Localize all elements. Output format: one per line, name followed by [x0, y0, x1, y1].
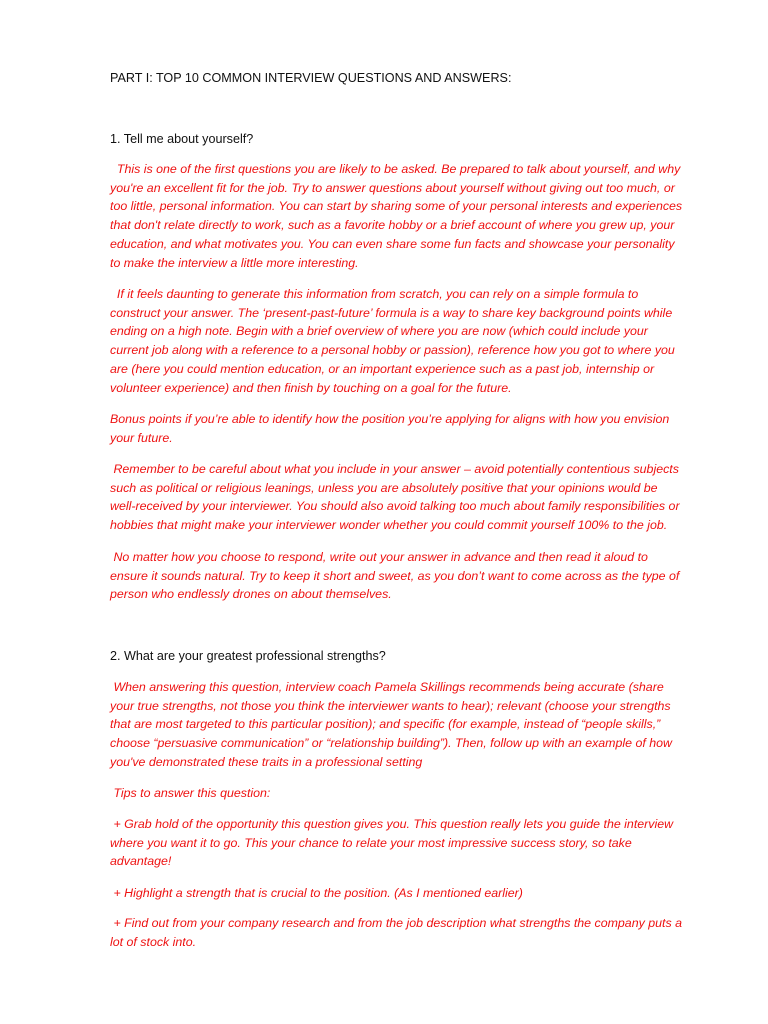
text-line: + Grab hold of the opportunity this question gives you. This question really lets you guide the interview — [110, 817, 674, 831]
text-line: that are most targeted to this particular position); and specific (for example, instead of “people skills,” — [110, 717, 661, 732]
question-1-paragraph-4 — [110, 460, 714, 535]
text-line: lot of stock into. — [110, 934, 197, 949]
question-1-paragraph-1 — [110, 160, 714, 272]
text-line: Tips to answer this question: — [110, 786, 271, 800]
text-line: your true strengths, not those you think the interviewer wants to hear); relevant (choose your strengths — [110, 698, 671, 713]
text-line: + Find out from your company research and from the job description what strengths the company puts a — [110, 916, 682, 930]
text-line: well-received by your interviewer. You should also avoid talking too much about family responsibilities or — [110, 499, 680, 514]
text-line: advantage! — [110, 854, 172, 869]
text-line: This is one of the first questions you are likely to be asked. Be prepared to talk about yourself, and why — [110, 162, 681, 176]
text-line: ensure it sounds natural. Try to keep it short and sweet, as you don’t want to come across as the type of — [110, 568, 680, 583]
text-line: choose “persuasive communication” or “relationship building”). Then, follow up with an example of how — [110, 736, 672, 751]
text-line: are (here you could mention education, or an important experience such as a past job, internship or — [110, 361, 655, 376]
text-line: If it feels daunting to generate this information from scratch, you can rely on a simple formula to — [110, 287, 639, 301]
text-line: hobbies that might make your interviewer wonder whether you could commit yourself 100% to the job. — [110, 518, 668, 533]
text-line: where you want it to go. This your chance to relate your most impressive success story, so take — [110, 835, 632, 850]
text-line: education, and what motivates you. You can even share some fun facts and showcase your personality — [110, 236, 675, 251]
text-line: Bonus points if you’re able to identify how the position you’re applying for aligns with how you envision — [110, 412, 670, 426]
text-line: your future. — [110, 430, 173, 445]
text-line: ending on a high note. Begin with a brief overview of where you are now (which could include your — [110, 324, 648, 339]
text-line: No matter how you choose to respond, write out your answer in advance and then read it aloud to — [110, 550, 648, 564]
text-line: you're an excellent fit for the job. Try to answer questions about yourself without giving out too much, or — [110, 180, 675, 195]
question-2-paragraph-4 — [110, 884, 714, 903]
text-line: person who endlessly drones on about themselves. — [110, 587, 392, 602]
text-line: volunteer experience) and then finish by touching on a goal for the future. — [110, 380, 512, 395]
question-1-paragraph-3 — [110, 410, 714, 447]
page-title: PART I: TOP 10 COMMON INTERVIEW QUESTIONS AND ANSWERS: — [110, 71, 512, 85]
text-line: you've demonstrated these traits in a professional setting — [110, 754, 423, 769]
text-line: too little, personal information. You can start by sharing some of your personal interests and experiences — [110, 199, 683, 214]
question-2-paragraph-2 — [110, 784, 714, 803]
text-line: such as political or religious leanings, unless you are absolutely positive that your opinions would be — [110, 480, 658, 495]
text-line: to make the interview a little more interesting. — [110, 255, 359, 270]
text-line: construct your answer. The ‘present-past-future’ formula is a way to share key background points while — [110, 305, 673, 320]
text-line: When answering this question, interview coach Pamela Skillings recommends being accurate (share — [110, 680, 664, 694]
question-2-paragraph-1 — [110, 678, 714, 772]
question-1-paragraph-2 — [110, 285, 714, 397]
question-2-heading: 2. What are your greatest professional strengths? — [110, 649, 386, 663]
question-1-paragraph-5 — [110, 548, 714, 604]
question-1-heading: 1. Tell me about yourself? — [110, 132, 254, 146]
text-line: Remember to be careful about what you include in your answer – avoid potentially contentious subjects — [110, 462, 679, 476]
text-line: current job along with a reference to a personal hobby or passion), reference how you got to where you — [110, 343, 675, 358]
question-2-paragraph-3 — [110, 815, 714, 871]
question-2-paragraph-5 — [110, 914, 714, 951]
text-line: that don't relate directly to work, such as a favorite hobby or a brief account of where you grew up, your — [110, 218, 675, 233]
text-line: + Highlight a strength that is crucial to the position. (As I mentioned earlier) — [110, 886, 523, 900]
